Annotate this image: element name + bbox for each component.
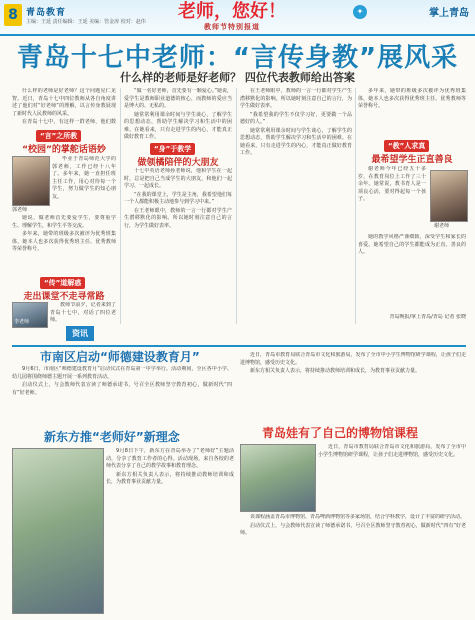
paragraph: 新东方相关负责人表示，将持续推动教师培训和成长，为教育事业贡献力量。 — [106, 471, 234, 485]
sub2-tag: “传”道解惑 — [40, 277, 85, 289]
brand — [349, 2, 469, 32]
brand-logo-icon: ✦ — [353, 5, 367, 19]
news-title-3: 青岛娃有了自己的博物馆课程 — [262, 426, 419, 440]
paragraph: 新东方相关负责人表示，将持续推动教师培训和成长，为教育事业贡献力量。 — [250, 368, 421, 374]
news-body-1 — [12, 366, 232, 422]
right-column-top — [358, 88, 466, 138]
photo-caption: 谢老师 — [434, 223, 450, 229]
editors-line: 主编：王延 责任编辑：王延 美编：管金涛 校对：赵伟 — [26, 19, 146, 25]
center-right-column — [240, 88, 352, 324]
news-section-label: 资讯 — [66, 326, 94, 341]
sub3-title: 做领橘陪伴的大朋友 — [137, 158, 219, 168]
sub2-body — [50, 302, 116, 326]
paragraph: “我希望我的学生不仅学习好，更要做一个品德好的人。” — [240, 111, 352, 125]
sub3-body — [124, 168, 232, 324]
paragraph: 9月6日，市南区“师德建设教育月”启动仪式在青岛第一中学举行。活动期间，全区各中小学、幼儿园将围绕师德主题开展一系列教育活动。 — [12, 366, 232, 380]
news-body-3-cont — [240, 514, 466, 612]
sub1-tag: “言”之所教 — [36, 130, 81, 142]
left-column-intro — [12, 88, 116, 126]
news-body-3 — [318, 444, 466, 510]
sub4-title: 最希望学生正直善良 — [371, 155, 453, 165]
column-divider — [236, 88, 237, 324]
paragraph: 多年来，她带的班级多次被评为优秀班集体，她本人也多次获得优秀班主任、优秀教师等荣誉称号。 — [358, 88, 466, 109]
paragraph: 启动仪式上，与会教师代表宣读了师德承诺书，号召全区教师坚守教育初心，做新时代“四有”好老师。 — [12, 382, 232, 396]
paragraph: 她常常利用课余时间与学生谈心，了解学生的思想动态，帮助学生解决学习和生活中的困难。在她看来，只有走进学生的内心，才能真正做好教育工作。 — [124, 111, 232, 140]
brand-name: 掌上青岛 — [429, 8, 469, 19]
sub1-title: “校园”的掌舵话语妙 — [22, 145, 106, 155]
sub1-body — [12, 215, 116, 275]
paragraph: “在我的课堂上，学生是主角，我希望他们每一个人都能积极主动地参与到学习中来。” — [124, 191, 232, 205]
sub4-body-lower — [358, 234, 466, 312]
sub4-body — [358, 166, 426, 232]
paragraph: “做一名好老师，首先要有一颗爱心。”她说，爱学生是教师职业道德的核心，而教师的爱应当是博大的、无私的。 — [124, 88, 232, 109]
teacher-photo — [430, 170, 468, 222]
news-photo — [12, 448, 104, 614]
paragraph: 什么样的老师是好老师？这个问题见仁见智。近日，青岛十七中四位教师从各自角度讲述了他们对“好老师”的理解，以言传身教展现了新时代人民教师的风采。 — [12, 88, 116, 117]
news-photo — [240, 444, 316, 512]
paragraph: 多年来，她带的班级多次被评为优秀班集体，她本人也多次获得优秀班主任、优秀教师等荣誉称号。 — [12, 231, 116, 252]
section-name: 青岛教育 — [26, 8, 67, 18]
page-subheadline: 什么样的老师是好老师？ 四位代表教师给出答案 — [120, 71, 355, 84]
paragraph: 9月8日下午，新东方在青岛举办了“老师好”主题活动，分享了教育工作者的心得。活动现场，来自各校的老师代表分享了自己的教学故事和教育理念。 — [106, 448, 234, 469]
paragraph: 在王老师眼中，教师的一言一行都对学生产生潜移默化的影响。所以她时刻注意自己的言行，为学生做好表率。 — [240, 88, 352, 109]
article-credit: 青岛晚报/掌上青岛/青岛 记者 张晓 — [389, 314, 466, 320]
masthead — [0, 0, 475, 36]
column-divider — [120, 88, 121, 324]
paragraph: 教师节前夕，记者来到了青岛十七中，对话了四位老师。 — [50, 302, 116, 323]
paragraph: 她说，做老师首先要爱学生，要尊重学生、理解学生，和学生平等交流。 — [12, 215, 116, 229]
news-body-2 — [106, 448, 234, 612]
paragraph: 十七中英语老师孙老师说，他和学生在一起时，总是把自己当成学生的大朋友，和他们一起学习、一起成长。 — [124, 168, 232, 189]
paragraph: 近日，青岛市教育局联合青岛市文化和旅游局，发布了全市中小学生博物馆研学课程，让孩子们走进博物馆，感受历史文化。 — [318, 444, 466, 458]
news-body-1-cont — [240, 352, 466, 422]
paragraph: 毕业于青岛师范大学的郭老师，工作已经十八年了。多年来，她一直担任班主任工作，用心对待每一个学生，努力做学生的知心朋友。 — [52, 156, 116, 200]
photo-caption: 李老师 — [14, 319, 30, 325]
paragraph: 在青岛十七中，有这样一群老师，他们数 — [22, 119, 116, 125]
news-title-1: 市南区启动“师德建设教育月” — [40, 350, 200, 364]
sub3-tag: “身”于教学 — [150, 143, 195, 155]
paragraph: 在王老师眼中，教师的一言一行都对学生产生潜移默化的影响。所以她时刻注意自己的言行，为学生做好表率。 — [124, 207, 232, 229]
news-title-2: 新东方推“老师好”新理念 — [44, 430, 180, 444]
page-number: 8 — [4, 4, 22, 26]
paragraph: 该课程涵盖青岛市博物馆、青岛啤酒博物馆等多家场馆，结合学科教学，设计了丰富的研学活动。 — [250, 514, 466, 520]
paragraph: 她的教学风格严谨细致，深受学生和家长的喜爱。她希望自己的学生都能成为正直、善良的人。 — [358, 234, 466, 255]
page-headline: 青岛十七中老师：“言传身教”展风采 — [16, 43, 459, 73]
column-divider — [355, 88, 356, 324]
paragraph: 她常常利用课余时间与学生谈心，了解学生的思想动态，帮助学生解决学习和生活中的困难。在她看来，只有走进学生的内心，才能真正做好教育工作。 — [240, 127, 352, 156]
paragraph: 启动仪式上，与会教师代表宣读了师德承诺书，号召全区教师坚守教育初心，做新时代“四有”好老师。 — [240, 522, 466, 536]
sub1-body-right — [52, 156, 116, 214]
paragraph: 近日，青岛市教育局联合青岛市文化和旅游局，发布了全市中小学生博物馆研学课程，让孩子们走进博物馆，感受历史文化。 — [240, 352, 466, 366]
teacher-photo — [12, 156, 50, 206]
banner-subtitle: 教师节特别报道 — [204, 23, 260, 31]
sub4-tag: “教”人求真 — [384, 140, 429, 152]
photo-caption: 郭老师 — [12, 207, 28, 213]
banner — [118, 2, 346, 32]
paragraph: 谢老师今年已经五十多岁，在教育岗位上工作了三十余年。她常说，教书育人是一项良心活，要对得起每一个孩子。 — [358, 166, 426, 202]
sub2-title: 走出课堂不走寻常路 — [23, 292, 105, 302]
banner-title: 老师，您好！ — [178, 1, 286, 22]
middle-column-top — [124, 88, 232, 140]
